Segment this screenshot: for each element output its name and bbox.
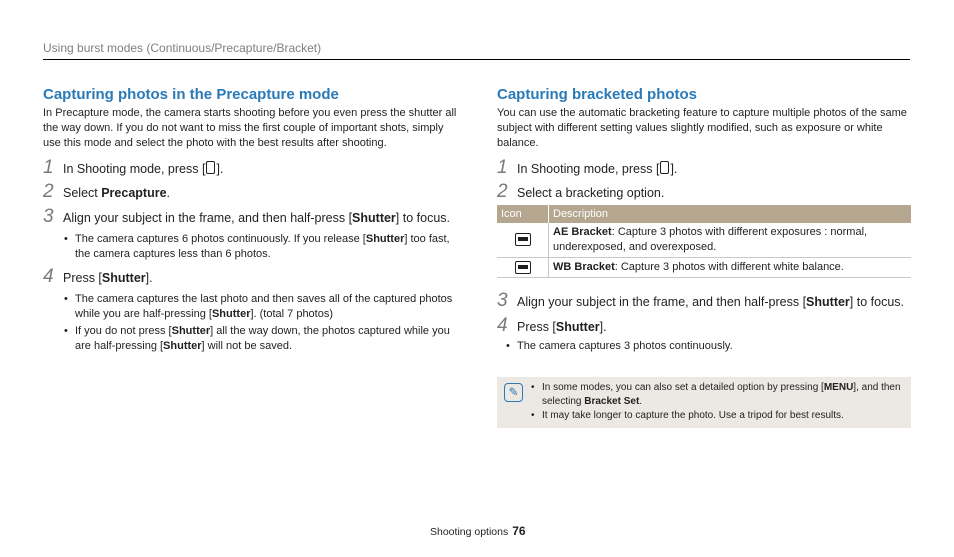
table-row: WB Bracket: Capture 3 photos with different white balance. <box>497 258 911 278</box>
column-header-description: Description <box>549 205 912 223</box>
step-3: 3 Align your subject in the frame, and then half-press [Shutter] to focus. <box>497 290 904 311</box>
table-header-row <box>497 205 911 223</box>
step-3: 3 Align your subject in the frame, and then half-press [Shutter] to focus. <box>43 206 450 227</box>
note-item: • In some modes, you can also set a detailed option by pressing [MENU], and then selecting Bracket Set. <box>531 381 903 409</box>
precapture-section <box>43 86 460 354</box>
section-intro: You can use the automatic bracketing feature to capture multiple photos of the same subject with different setting values slightly modified, such as exposure or white balance. <box>497 107 907 149</box>
section-title: Capturing photos in the Precapture mode <box>43 86 339 103</box>
bracket-options-table <box>497 205 911 278</box>
table-row: AE Bracket: Capture 3 photos with different exposures : normal, underexposed, and overexposed. <box>497 223 911 258</box>
step-2: 2 Select Precapture. <box>43 181 171 202</box>
step-1: 1 In Shooting mode, press [ ]. <box>43 157 224 178</box>
page-number: 76 <box>512 524 526 538</box>
camera-mode-icon <box>660 161 669 174</box>
list-item: • The camera captures 6 photos continuously. If you release [Shutter] too fast, the camera captures less than 6 photos. <box>63 232 460 262</box>
step-number: 4 <box>497 315 508 336</box>
bracket-section <box>497 86 911 354</box>
section-intro: In Precapture mode, the camera starts shooting before you even press the shutter all the way down. If you do not want to miss the first couple of important shots, simply use this mode and select the photo with the best results after shooting. <box>43 107 457 149</box>
wb-bracket-icon <box>515 261 531 274</box>
note-pencil-icon: ✎ <box>504 383 523 402</box>
step-4: 4 Press [Shutter]. <box>497 315 607 336</box>
list-item: • If you do not press [Shutter] all the way down, the photos captured while you are half-pressing [Shutter] will not be saved. <box>63 324 460 354</box>
list-item: • The camera captures 3 photos continuously. <box>505 339 911 354</box>
ae-bracket-icon <box>515 233 531 246</box>
note-box <box>497 377 911 428</box>
section-title: Capturing bracketed photos <box>497 86 698 103</box>
list-item: • The camera captures the last photo and then saves all of the captured photos while you are half-pressing [Shutter]. (total 7 photos) <box>63 292 460 322</box>
step-number: 3 <box>43 206 54 227</box>
camera-mode-icon <box>206 161 215 174</box>
header-divider <box>43 59 910 60</box>
step-1: 1 In Shooting mode, press [ ]. <box>497 157 678 178</box>
step-number: 2 <box>43 181 54 202</box>
step-4: 4 Press [Shutter]. <box>43 266 153 287</box>
page-header: Using burst modes (Continuous/Precapture/Bracket) <box>43 41 322 55</box>
note-item: • It may take longer to capture the photo. Use a tripod for best results. <box>531 409 903 423</box>
step-number: 2 <box>497 181 508 202</box>
column-header-icon: Icon <box>497 205 549 223</box>
page-footer <box>430 524 526 538</box>
note-list <box>531 381 903 423</box>
step-number: 4 <box>43 266 54 287</box>
footer-section: Shooting options <box>430 526 509 538</box>
step-number: 1 <box>43 157 54 178</box>
step-number: 3 <box>497 290 508 311</box>
step-number: 1 <box>497 157 508 178</box>
menu-button-label: MENU <box>823 382 854 393</box>
step-2: 2 Select a bracketing option. <box>497 181 665 202</box>
